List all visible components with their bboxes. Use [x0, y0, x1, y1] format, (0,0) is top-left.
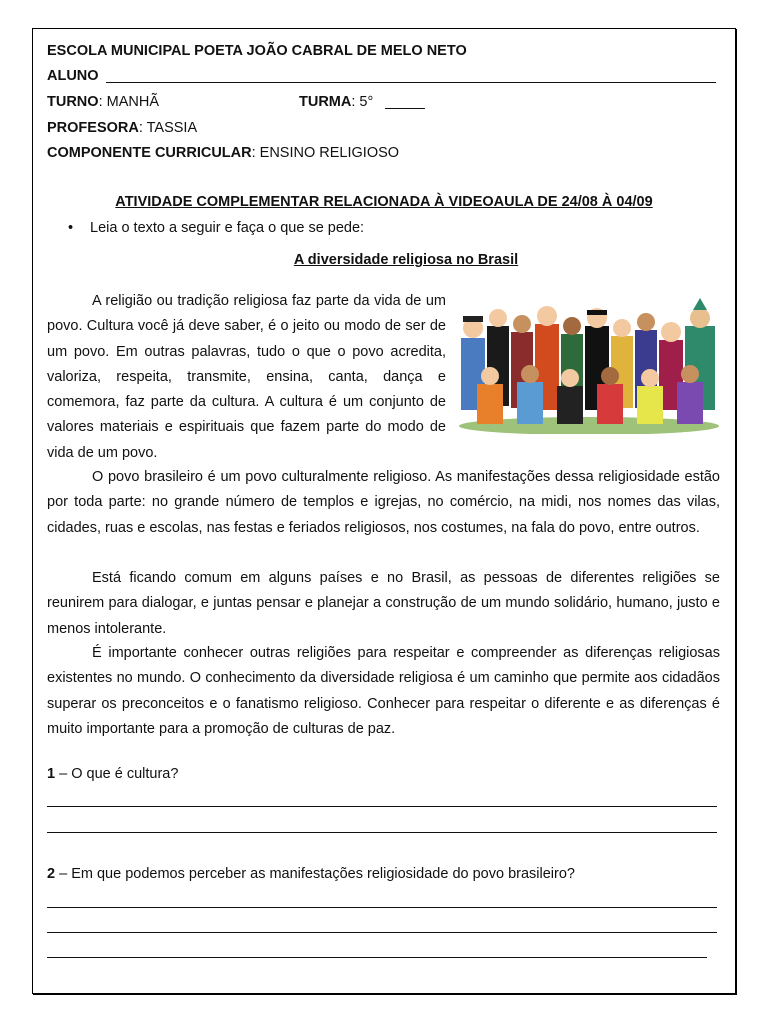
class-row: [299, 92, 373, 112]
text-title: A diversidade religiosa no Brasil: [293, 252, 519, 268]
shift-label: TURNO: [47, 94, 99, 110]
teacher-row: [47, 118, 197, 138]
religious-diversity-illustration: [457, 296, 722, 434]
instruction-text: Leia o texto a seguir e faça o que se pede:: [90, 220, 365, 236]
question-2-number: 2: [47, 866, 56, 882]
answer-line[interactable]: [47, 957, 707, 958]
question-1-number: 1: [47, 766, 56, 782]
question-2-text: – Em que podemos perceber as manifestações religiosidade do povo brasileiro?: [55, 866, 575, 882]
teacher-value: : TASSIA: [138, 120, 198, 136]
answer-line[interactable]: [47, 907, 717, 908]
paragraph-1: A religião ou tradição religiosa faz parte da vida de um povo. Cultura você já deve saber, é o jeito ou modo de ser de um povo. Em outras palavras, tudo o que o povo acredita, valoriza, respeita, transmite, ensina, canta, dança e comemora, faz parte da cultura. A cultura é um conjunto de valores materiais e espirituais que fazem parte do modo de vida de um povo.: [47, 293, 446, 461]
class-label: TURMA: [299, 94, 352, 110]
question-2: [47, 866, 575, 882]
subject-row: [47, 143, 399, 163]
answer-line[interactable]: [47, 932, 717, 933]
paragraph-2: O povo brasileiro é um povo culturalmente religioso. As manifestações dessa religiosidade estão por toda parte: no grande número de templos e igrejas, no comércio, na midi, nos nomes das vilas, cidades, ruas e escolas, nas festas e feriados religiosos, nos costumes, na fala do povo, entre outros.: [47, 469, 720, 536]
student-name-field[interactable]: [106, 82, 716, 83]
paragraph-4: É importante conhecer outras religiões para respeitar e compreender as diferenças religiosas existentes no mundo. O conhecimento da diversidade religiosa é um caminho que permite aos cidadãos superar os preconceitos e o fanatismo religioso. Conhecer para respeitar o diferente e as diferenças é muito importante para a promoção de culturas de paz.: [47, 645, 720, 737]
answer-line[interactable]: [47, 806, 717, 807]
instruction-item: [68, 220, 364, 236]
activity-title: ATIVIDADE COMPLEMENTAR RELACIONADA À VIDEOAULA DE 24/08 À 04/09: [115, 194, 653, 210]
question-1: [47, 766, 178, 782]
answer-line[interactable]: [47, 832, 717, 833]
paragraph-3: Está ficando comum em alguns países e no Brasil, as pessoas de diferentes religiões se reunirem para dialogar, e juntas pensar e planejar a construção de um mundo solidário, humano, justo e menos intolerante.: [47, 570, 720, 637]
bullet-icon: •: [68, 220, 74, 236]
student-label: ALUNO: [47, 68, 99, 84]
shift-row: [47, 92, 159, 112]
shift-value: : MANHÃ: [98, 94, 159, 110]
question-1-text: – O que é cultura?: [55, 766, 179, 782]
subject-value: : ENSINO RELIGIOSO: [251, 145, 400, 161]
student-row: [47, 66, 99, 86]
school-name: ESCOLA MUNICIPAL POETA JOÃO CABRAL DE MELO NETO: [47, 43, 467, 59]
class-field[interactable]: [385, 108, 425, 109]
class-value: : 5°: [351, 94, 374, 110]
subject-label: COMPONENTE CURRICULAR: [47, 145, 252, 161]
teacher-label: PROFESORA: [47, 120, 139, 136]
